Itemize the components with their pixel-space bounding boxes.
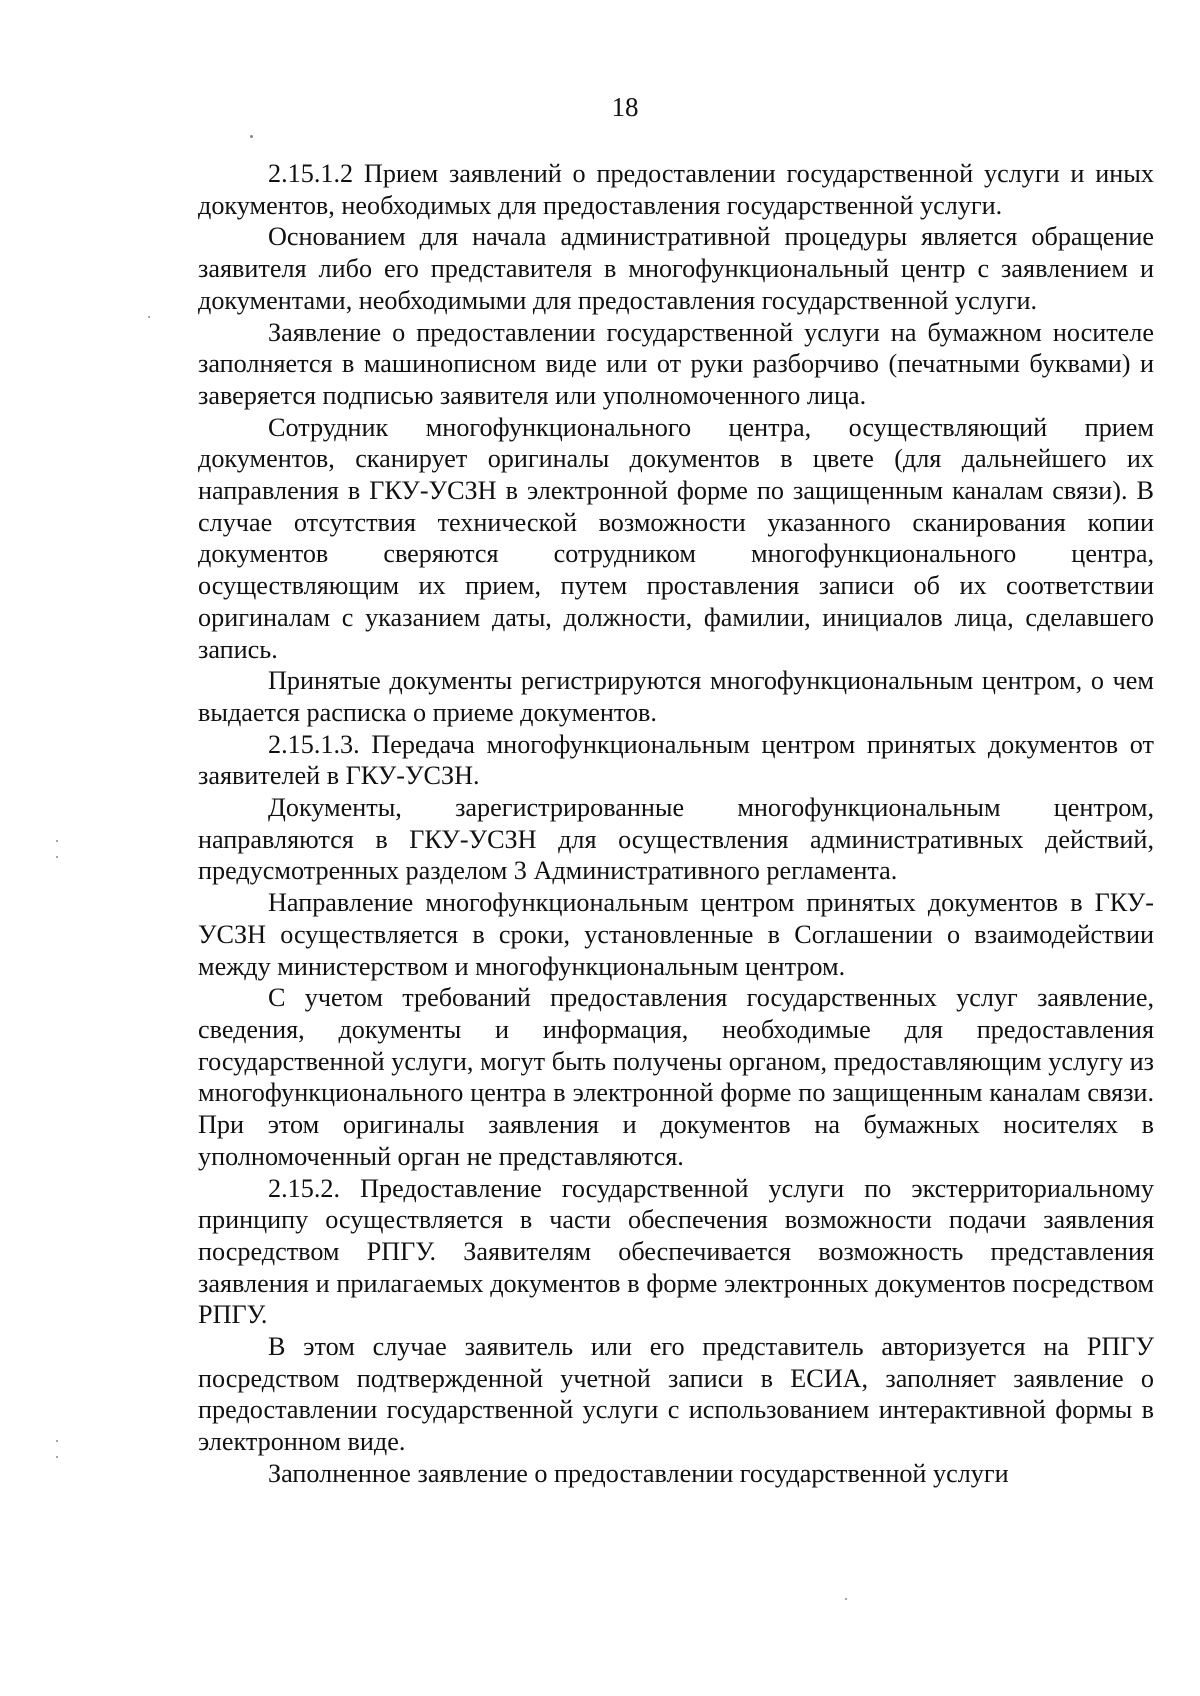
paragraph-paper-application: Заявление о предоставлении государственной услуги на бумажном носителе заполняется в машинописном виде или от руки разборчиво (печатными буквами) и заверяется подписью заявителя или уполномоченного лица. bbox=[198, 317, 1154, 410]
scan-speck bbox=[56, 840, 58, 842]
paragraph-basis: Основанием для начала административной процедуры является обращение заявителя либо его представителя в многофункциональный центр с заявлением и документами, необходимыми для предоставления государственной услуги. bbox=[198, 222, 1154, 315]
scan-speck bbox=[56, 856, 58, 858]
paragraph-2-15-1-3-heading: 2.15.1.3. Передача многофункциональным центром принятых документов от заявителей в ГКУ-УСЗН. bbox=[198, 729, 1154, 791]
scan-speck bbox=[250, 135, 253, 138]
scan-speck bbox=[56, 1440, 58, 1442]
scan-speck bbox=[148, 316, 150, 318]
scan-speck bbox=[845, 1598, 847, 1600]
page-number: 18 bbox=[611, 92, 639, 122]
paragraph-registration: Принятые документы регистрируются многофункциональным центром, о чем выдается расписка о приеме документов. bbox=[198, 666, 1154, 727]
paragraph-2-15-1-2-heading: 2.15.1.2 Прием заявлений о предоставлении государственной услуги и иных документов, необходимых для предоставления государственной услуги. bbox=[198, 159, 1154, 220]
paragraph-filled-application: Заполненное заявление о предоставлении государственной услуги bbox=[268, 1458, 1009, 1488]
paragraph-registered-documents: Документы, зарегистрированные многофункциональным центром, направляются в ГКУ-УСЗН для осуществления административных действий, предусмотренных разделом 3 Административного регламента. bbox=[198, 793, 1154, 886]
paragraph-scanning: Сотрудник многофункционального центра, осуществляющий прием документов, сканирует оригиналы документов в цвете (для дальнейшего их направления в ГКУ-УСЗН в электронной форме по защищенным каналам связи). В случае отсутствия технической возможности указанного сканирования копии документов сверяются сотрудником многофункционального центра, осуществляющим их прием, путем проставления записи об их соответствии оригиналам с указанием даты, должности, фамилии, инициалов лица, сделавшего запись. bbox=[198, 412, 1154, 664]
paragraph-esia-authorization: В этом случае заявитель или его представитель авторизуется на РПГУ посредством подтвержденной учетной записи в ЕСИА, заполняет заявление о предоставлении государственной услуги с использованием интерактивной формы в электронном виде. bbox=[198, 1332, 1154, 1457]
paragraph-transfer-terms: Направление многофункциональным центром принятых документов в ГКУ-УСЗН осуществляется в сроки, установленные в Соглашении о взаимодействии между министерством и многофункциональным центром. bbox=[198, 888, 1154, 981]
paragraph-electronic-receipt: С учетом требований предоставления государственных услуг заявление, сведения, документы и информация, необходимые для предоставления государственной услуги, могут быть получены органом, предоставляющим услугу из многофункционального центра в электронной форме по защищенным каналам связи. При этом оригиналы заявления и документов на бумажных носителях в уполномоченный орган не представляются. bbox=[198, 983, 1154, 1171]
scan-speck bbox=[56, 1456, 58, 1458]
paragraph-2-15-2-extraterritorial: 2.15.2. Предоставление государственной услуги по экстерриториальному принципу осуществляется в части обеспечения возможности подачи заявления посредством РПГУ. Заявителям обеспечивается возможность представления заявления и прилагаемых документов в форме электронных документов посредством РПГУ. bbox=[198, 1173, 1154, 1330]
document-body bbox=[198, 158, 1154, 1490]
